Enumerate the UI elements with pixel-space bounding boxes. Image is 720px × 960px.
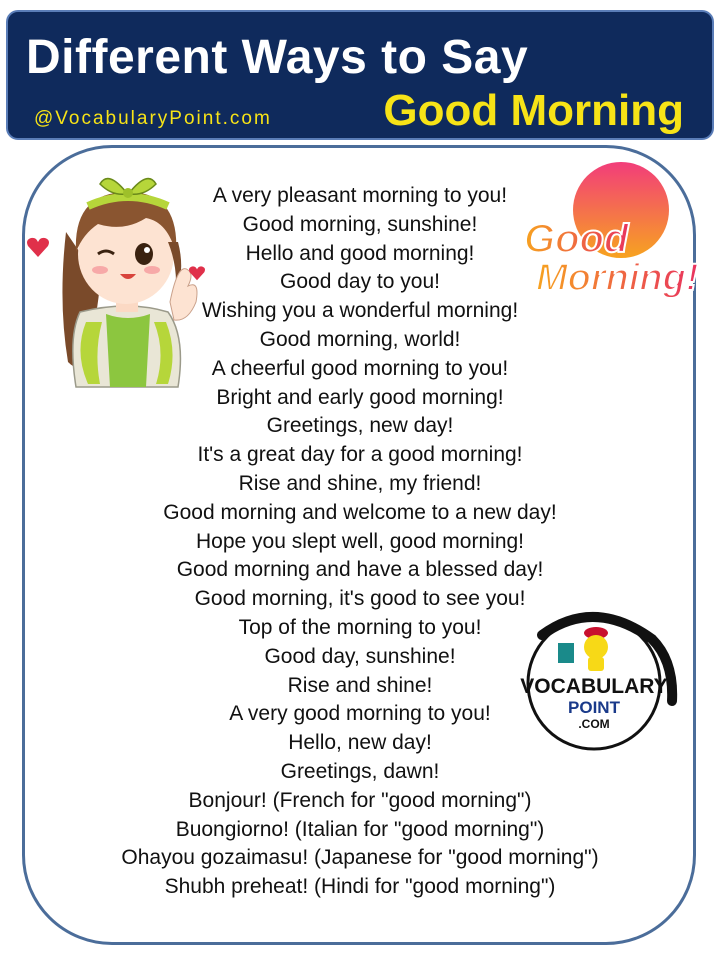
sticker-line2: Morning! [536, 257, 699, 299]
list-item: Bonjour! (French for "good morning") [188, 788, 532, 812]
list-item: It's a great day for a good morning! [197, 443, 523, 467]
list-item: A very pleasant morning to you! [212, 184, 508, 207]
heart-icon [26, 236, 50, 258]
vocabulary-point-logo [512, 605, 682, 755]
list-item: Hello, new day! [288, 731, 432, 755]
list-item: Top of the morning to you! [238, 615, 482, 639]
list-item: Buongiorno! (Italian for "good morning") [175, 817, 545, 841]
list-item: A cheerful good morning to you! [211, 356, 509, 380]
page-title: Different Ways to Say [26, 31, 529, 84]
logo-line1: VOCABULARY [520, 675, 668, 698]
page-subtitle: Good Morning [383, 86, 684, 135]
site-handle: @VocabularyPoint.com [34, 108, 272, 129]
list-item: Good morning, it's good to see you! [194, 587, 526, 611]
list-item: Good morning and have a blessed day! [176, 558, 544, 582]
list-item: Shubh preheat! (Hindi for "good morning") [164, 875, 556, 899]
phrase-list [70, 182, 650, 902]
list-item: A very good morning to you! [229, 702, 491, 726]
list-item: Bright and early good morning! [216, 385, 504, 409]
logo-line3: .COM [578, 717, 610, 731]
list-item: Good morning and welcome to a new day! [163, 500, 557, 524]
list-item: Good morning, sunshine! [242, 212, 478, 236]
list-item: Greetings, new day! [266, 414, 454, 438]
logo-line2: POINT [568, 698, 620, 717]
list-item: Greetings, dawn! [280, 759, 440, 783]
list-item: Wishing you a wonderful morning! [201, 299, 519, 323]
list-item: Ohayou gozaimasu! (Japanese for "good morning") [121, 846, 599, 870]
list-item: Good day, sunshine! [264, 644, 456, 668]
list-item: Hello and good morning! [245, 241, 475, 265]
list-item: Rise and shine! [287, 673, 433, 697]
list-item: Hope you slept well, good morning! [195, 529, 525, 553]
sticker-line1: Good [524, 217, 629, 261]
header-banner [6, 10, 714, 140]
list-item: Rise and shine, my friend! [238, 471, 482, 495]
list-item: Good day to you! [280, 270, 440, 294]
list-item: Good morning, world! [259, 327, 461, 351]
